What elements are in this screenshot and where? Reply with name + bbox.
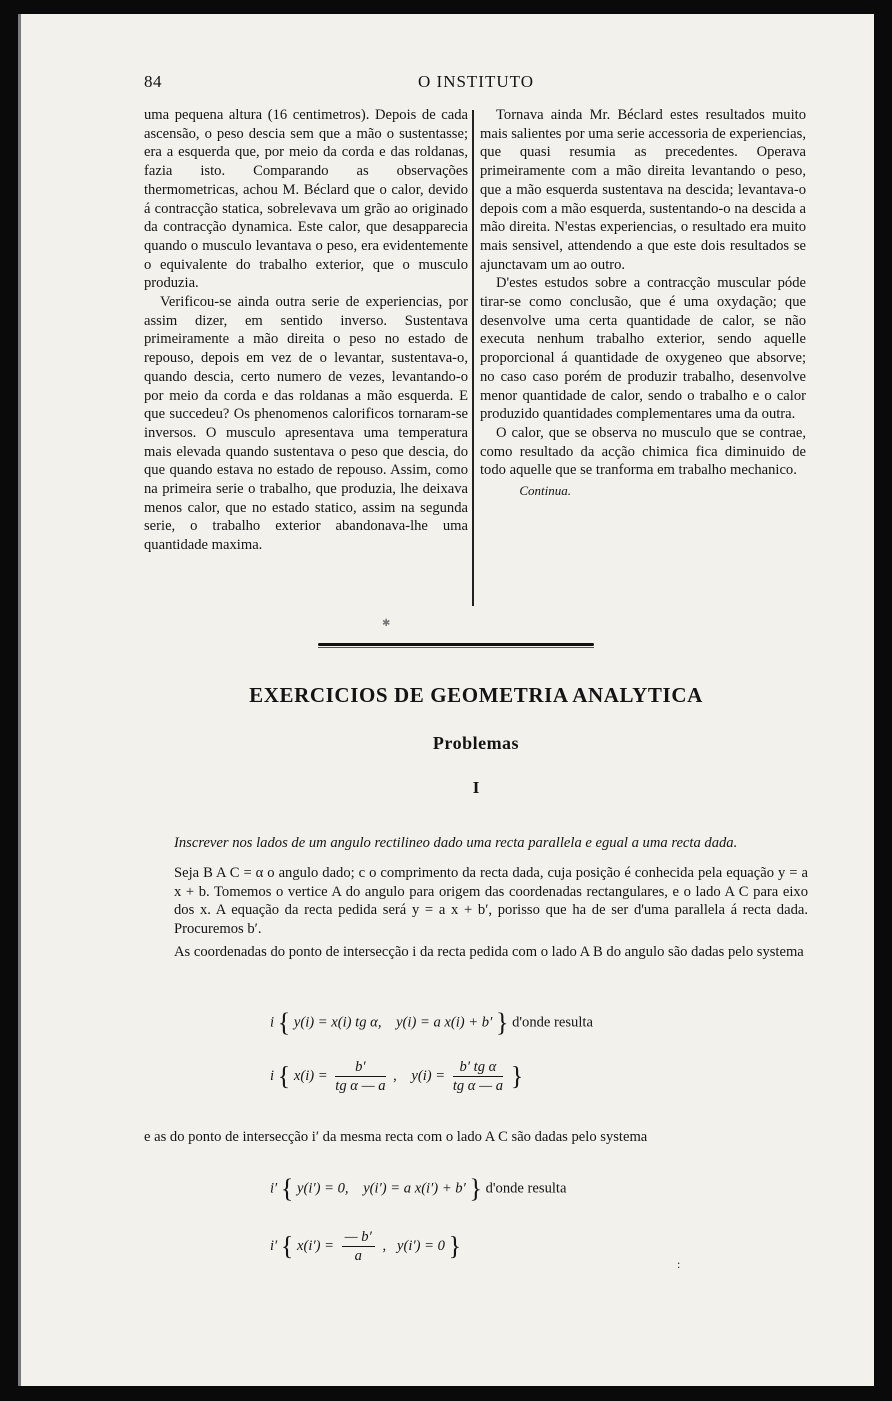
eq2-separator: , bbox=[393, 1067, 397, 1084]
right-brace-icon: } bbox=[510, 1061, 524, 1091]
problem-numeral: I bbox=[472, 778, 480, 797]
eq2-y-numerator: b′ tg α bbox=[453, 1058, 503, 1077]
intersection-ac-paragraph: e as do ponto de intersecção i′ da mesma recta com o lado A C são dadas pelo systema bbox=[144, 1129, 648, 1145]
eq4-x-lhs: x(i′) = bbox=[297, 1237, 334, 1254]
eq2-y-denominator: tg α — a bbox=[452, 1078, 504, 1094]
eq4-x-denominator: a bbox=[354, 1248, 362, 1264]
eq1-label: i bbox=[270, 1014, 275, 1031]
left-brace-icon: { bbox=[280, 1174, 294, 1203]
asterisk-mark-icon: ✱ bbox=[382, 618, 391, 629]
left-paragraph-2: Verificou-se ainda outra serie de experiencias, por assim dizer, em sentido inverso. Sustentava primeiramente a mão direita o peso no estado de repouso, depois em vez de o levantar, sustentava-o, quando descia, certo numero de vezes, levantando-o por meio da corda e das roldanas a mão esquerda. E que succedeu? Os phenomenos calorificos tornaram-se inversos. O musculo apresentava uma temperatura mais elevada quando sustentava o peso que descia, do que quando estava no estado de repouso. Assim, como na primeira serie o trabalho, que produzia, lhe deixava menos calor, que no estado statico, assim na segunda serie, o trabalho exterior abandonava-lhe uma quantidade maxima. bbox=[144, 294, 468, 554]
eq2-x-denominator: tg α — a bbox=[335, 1078, 386, 1094]
eq3-part2: y(i′) = a x(i′) + b′ bbox=[363, 1180, 466, 1197]
page-header bbox=[144, 72, 808, 96]
page-number: 84 bbox=[144, 72, 162, 91]
eq2-x-numerator: b′ bbox=[335, 1058, 385, 1077]
eq3-tail: d'onde resulta bbox=[485, 1180, 567, 1197]
left-paragraph-1: uma pequena altura (16 centimetros). Depois de cada ascensão, o peso descia sem que a mão o sustentasse; era a esquerda que, por meio da corda e das roldanas, fazia isto. Comparando as observações thermometricas, achou M. Béclard que o calor, devido á contracção statica, sobrelevava um grão ao originado da contracção dynamica. Este calor, que desapparecia quando o musculo levantava o peso, era evidentemente o equivalente do trabalho exterior, que o musculo produzia. bbox=[144, 107, 468, 292]
eq2-y-lhs: y(i) = bbox=[411, 1067, 446, 1084]
separator-thick-rule bbox=[318, 643, 594, 646]
right-brace-icon: } bbox=[469, 1174, 482, 1203]
right-brace-icon: } bbox=[495, 1008, 509, 1037]
page-end-mark-icon: : bbox=[677, 1257, 681, 1271]
eq4-separator: , bbox=[382, 1237, 387, 1254]
problem-statement: Inscrever nos lados de um angulo rectilineo dado uma recta parallela e egual a uma recta dada. bbox=[174, 835, 738, 851]
eq2-x-lhs: x(i) = bbox=[293, 1067, 328, 1084]
equation-system-i bbox=[270, 1008, 593, 1038]
eq3-label: i′ bbox=[270, 1180, 278, 1197]
eq2-label: i bbox=[270, 1067, 275, 1084]
section-title: EXERCICIOS DE GEOMETRIA ANALYTICA bbox=[249, 683, 703, 707]
eq3-part1: y(i′) = 0, bbox=[297, 1180, 349, 1197]
right-brace-icon: } bbox=[448, 1231, 462, 1261]
left-brace-icon: { bbox=[277, 1008, 291, 1037]
continua-signature: Continua. bbox=[519, 483, 571, 499]
right-paragraph-2: D'estes estudos sobre a contracção muscular póde tirar-se como conclusão, que é uma oxydação; que desenvolve uma certa quantidade de calor, se não executa nenhum trabalho exterior, sendo aquelle proporcional á quantidade de oxygeneo que absorve; no caso caso porém de produzir trabalho, desenvolve menor quantidade de calor, sendo o trabalho e o calor produzido quantidades complementares uma da outra. bbox=[480, 275, 806, 423]
equation-solution-i bbox=[270, 1058, 523, 1095]
right-column bbox=[480, 106, 806, 501]
eq4-label: i′ bbox=[270, 1237, 278, 1254]
section-separator bbox=[318, 641, 594, 649]
right-paragraph-3: O calor, que se observa no musculo que se contrae, como resultado da acção chimica fica diminuido de todo aquelle que se tranforma em trabalho mechanico. bbox=[480, 424, 806, 479]
separator-thin-rule bbox=[318, 647, 594, 648]
running-title: O INSTITUTO bbox=[418, 72, 534, 91]
eq1-tail: d'onde resulta bbox=[512, 1014, 593, 1031]
section-subtitle: Problemas bbox=[432, 733, 520, 753]
equation-system-i-prime bbox=[270, 1174, 566, 1204]
equation-solution-i-prime bbox=[270, 1228, 461, 1265]
eq4-x-numerator: — b′ bbox=[342, 1228, 375, 1247]
eq4-x-fraction bbox=[342, 1228, 375, 1265]
eq4-y-lhs: y(i′) = 0 bbox=[397, 1237, 445, 1254]
setup-paragraph: Seja B A C = α o angulo dado; c o comprimento da recta dada, cuja posição é conhecida pela equação y = a x + b. Tomemos o vertice A do angulo para origem das coordenadas rectangulares, e o lado A C para eixo dos x. A equação da recta pedida será y = a x + b′, porisso que ha de ser d'uma parallela á recta dada. Procuremos b′. bbox=[174, 865, 808, 938]
right-paragraph-1: Tornava ainda Mr. Béclard estes resultados muito mais salientes por uma serie accessoria de experiencias, que quasi resumia as precedentes. Operava primeiramente com a mão direita levantando o peso, que a mão esquerda sustentava na descida; levantava-o depois com a mão esquerda, sustentando-o na descida a mão direita. N'estas experiencias, o resultado era muito mais sensivel, attendendo a que este dois resultados se ajunctavam um ao outro. bbox=[480, 107, 806, 273]
eq1-part2: y(i) = a x(i) + b′ bbox=[396, 1014, 493, 1031]
left-column bbox=[144, 106, 468, 555]
intersection-ab-paragraph: As coordenadas do ponto de intersecção i da recta pedida com o lado A B do angulo são dadas pelo systema bbox=[174, 944, 804, 960]
left-brace-icon: { bbox=[280, 1231, 294, 1261]
eq1-part1: y(i) = x(i) tg α, bbox=[293, 1014, 382, 1031]
eq2-y-fraction bbox=[453, 1058, 503, 1095]
left-brace-icon: { bbox=[277, 1061, 291, 1091]
eq2-x-fraction bbox=[335, 1058, 385, 1095]
column-divider bbox=[472, 110, 474, 606]
